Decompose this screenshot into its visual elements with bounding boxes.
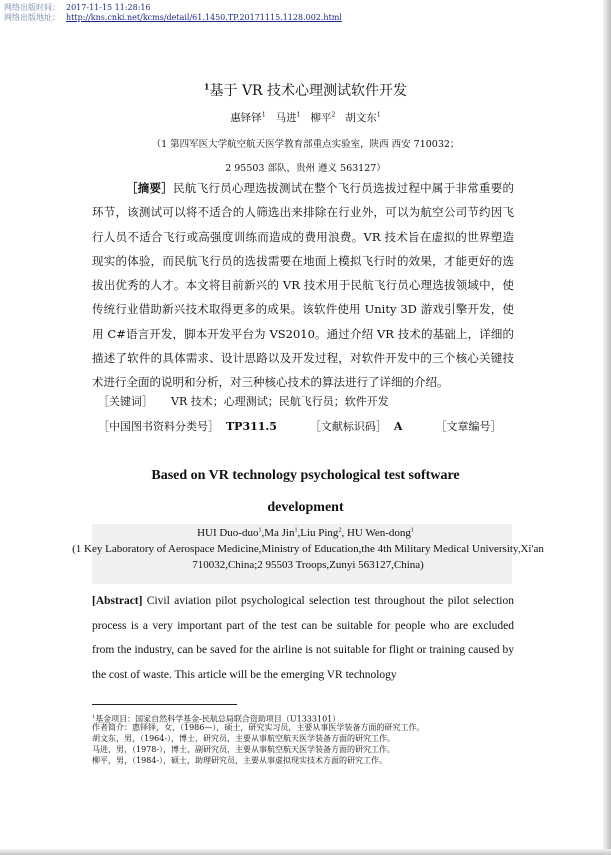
publication-time-label: 网络出版时间：	[4, 3, 60, 12]
keywords-cn	[98, 393, 389, 409]
english-author-name: HU Wen-dong	[346, 527, 411, 539]
paper-title	[0, 80, 611, 100]
publication-url	[4, 13, 342, 23]
english-author-name: Liu Ping	[300, 527, 339, 539]
abstract-cn-text: 民航飞行员心理选拔测试在整个飞行员选拔过程中属于非常重要的环节，该测试可以将不适合的人筛选出来排除在行业外，可以为航空公司节约因飞行人员不适合飞行或高强度训练而造成的费用浪费。VR 技术旨在虚拟的世界塑造现实的体验，而民航飞行员的选拔需要在地面上模拟飞行时的效果，才能更好的选拔出优秀的人才。本文将目前新兴的 VR 技术用于民航飞行员心理选拔领域中，使传统行业借助新兴技术取得更多的成果。该软件使用 Unity 3D 游戏引擎开发，使用 C#语言开发，脚本开发平台为 VS2010。通过介绍 VR 技术的基础上，详细的描述了软件的具体需求、设计思路以及开发过程，对软件开发中的三个核心关键技术进行全面的说明和分析，对三种核心技术的算法进行了详细的介绍。	[92, 181, 514, 390]
affiliation-line-1: （1 第四军医大学航空航天医学教育部重点实验室，陕西 西安 710032；	[151, 139, 460, 150]
author-affil-mark: 1	[261, 111, 266, 119]
author-name: 胡文东	[345, 112, 377, 124]
abstract-cn	[92, 176, 514, 395]
footnote-author-intro-3: 马进，男，（1978-），博士，副研究员，主要从事航空航天医学装备方面的研究工作。	[92, 745, 396, 754]
publication-url-label: 网络出版地址：	[4, 13, 60, 22]
english-author-mark: 1	[294, 527, 298, 534]
author-affil-mark: 2	[331, 111, 336, 119]
article-number-label: ［文章编号］	[435, 420, 502, 433]
title-footnote-mark: 1	[203, 81, 210, 92]
english-title-line-2: development	[267, 500, 344, 515]
author-affil-mark: 1	[296, 111, 301, 119]
abstract-en-label: [Abstract]	[92, 595, 143, 607]
english-author-mark: 2	[338, 527, 342, 534]
author-name: 柳平	[310, 112, 332, 124]
english-title-line-1: Based on VR technology psychological test software	[151, 468, 460, 483]
page-edge-shadow-bottom	[0, 849, 611, 855]
footnote-fund-mark: 1	[92, 714, 96, 720]
keywords-cn-label: ［关键词］	[98, 395, 153, 408]
footnote-author-intro-2: 胡文东，男，（1964-），博士，研究员，主要从事航空航天医学装备方面的研究工作。	[92, 734, 396, 743]
english-author-list: HUI Duo-duo$^1$,Ma Jin$^1$,Liu Ping$^2$, HU Wen-dong$^1$	[197, 527, 414, 539]
footnote-author-intro-4: 柳平，男，（1984-），硕士，助理研究员，主要从事虚拟现实技术方面的研究工作。	[92, 756, 388, 765]
publication-url-link[interactable]: http://kns.cnki.net/kcms/detail/61.1450.TP.20171115.1128.002.html	[66, 13, 342, 22]
author-name: 马进	[275, 112, 297, 124]
publication-time	[4, 3, 151, 13]
author-name: 惠铎铎	[230, 112, 262, 124]
footnote-author-intro-1: 作者简介：惠铎铎，女，（1986—），硕士，研究实习员，主要从事医学装备方面的研究工作。	[92, 723, 425, 732]
english-author-name: HUI Duo-duo	[197, 527, 259, 539]
doc-code-label: ［文献标识码］	[309, 420, 387, 433]
english-affiliation: (1 Key Laboratory of Aerospace Medicine,Ministry of Education,the 4th Military Medical University,Xi'an 710032,China;2 95503 Troops,Zunyi 563127,China)	[72, 543, 544, 571]
page-edge-shadow-right	[603, 0, 611, 855]
footnote-divider	[92, 704, 237, 705]
keywords-cn-text: VR 技术；心理测试；民航飞行员；软件开发	[171, 395, 389, 408]
english-author-mark: 1	[258, 527, 262, 534]
doc-code-value: A	[393, 420, 403, 433]
affiliation-line-2: 2 95503 部队，贵州 遵义 563127）	[225, 163, 386, 174]
abstract-en	[92, 589, 514, 687]
english-author-mark: 1	[410, 527, 414, 534]
author-affil-mark: 1	[376, 111, 381, 119]
abstract-en-text: Civil aviation pilot psychological selection test throughout the pilot selection process is a very important part of the test can be suitable for people who are excluded from the industry, can be saved for the airline is not suitable for flight or training caused by the cost of waste. This article will be the emerging VR technology	[92, 595, 514, 681]
publication-time-value: 2017-11-15 11:28:16	[66, 3, 151, 12]
author-list	[0, 110, 611, 125]
clc-value: TP311.5	[226, 420, 277, 433]
clc-label: ［中国图书资料分类号］	[98, 420, 219, 433]
abstract-cn-label: ［摘要］	[126, 181, 174, 195]
classification-line	[98, 418, 501, 434]
english-author-name: Ma Jin	[264, 527, 295, 539]
footnote-fund-text: 基金项目：国家自然科学基金-民航总局联合资助项目（U1333101）	[95, 714, 341, 724]
paper-title-text: 基于 VR 技术心理测试软件开发	[209, 83, 408, 99]
